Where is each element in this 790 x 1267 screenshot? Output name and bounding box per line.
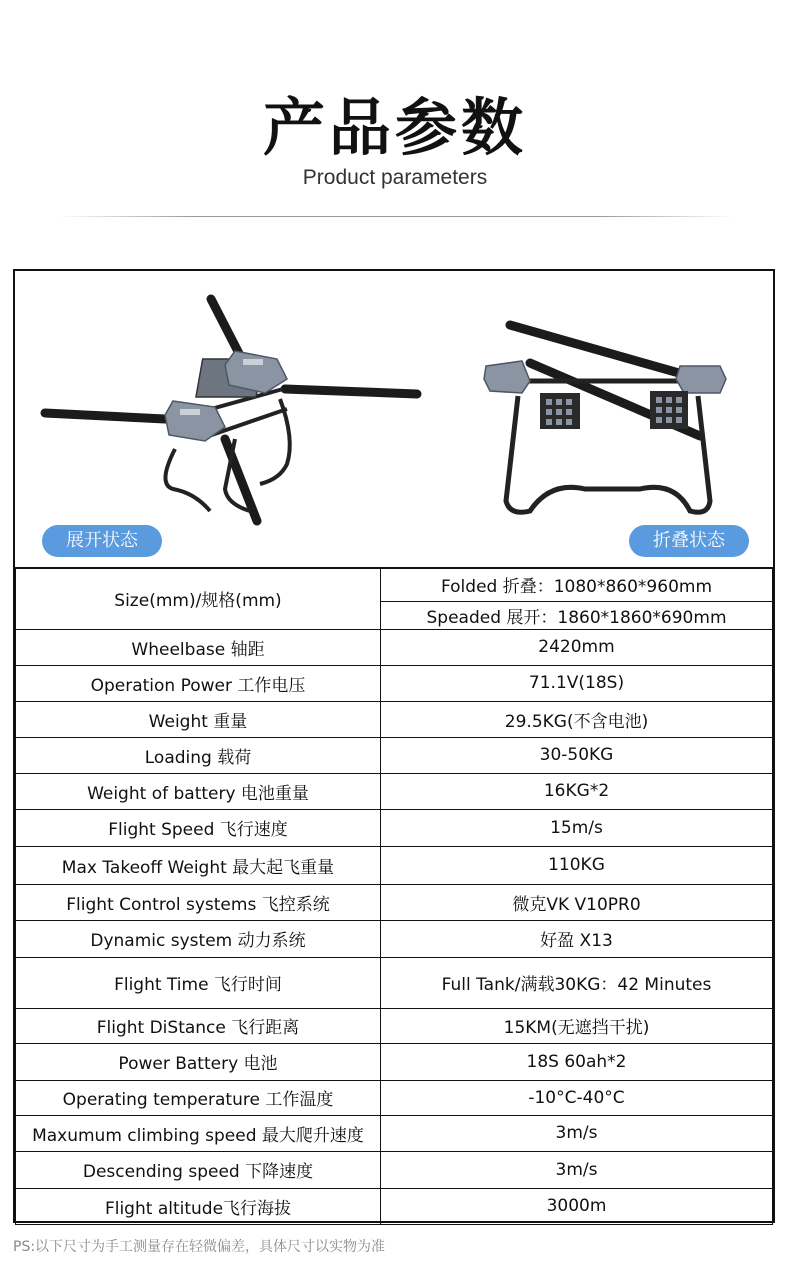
table-row — [16, 1151, 773, 1188]
table-row — [16, 568, 773, 601]
spec-label: Operating temperature 工作温度 — [16, 1080, 381, 1115]
spec-value: 2420mm — [381, 629, 773, 665]
spec-label: Flight Control systems 飞控系统 — [16, 884, 381, 920]
table-row — [16, 773, 773, 809]
table-row — [16, 1008, 773, 1043]
table-row — [16, 1043, 773, 1080]
spec-label: Flight altitude飞行海拔 — [16, 1188, 381, 1224]
spec-label: Flight Time 飞行时间 — [16, 957, 381, 1008]
spec-label: Weight of battery 电池重量 — [16, 773, 381, 809]
spec-value: 29.5KG(不含电池) — [381, 701, 773, 737]
table-row — [16, 846, 773, 884]
spec-frame — [13, 269, 775, 1223]
table-row — [16, 1115, 773, 1151]
folded-state-label: 折叠状态 — [629, 525, 749, 557]
spec-label: Maxumum climbing speed 最大爬升速度 — [16, 1115, 381, 1151]
table-row — [16, 920, 773, 957]
spec-label: Max Takeoff Weight 最大起飞重量 — [16, 846, 381, 884]
divider — [58, 216, 734, 217]
spec-label: Operation Power 工作电压 — [16, 665, 381, 701]
spec-value: 3m/s — [381, 1151, 773, 1188]
page-subtitle: Product parameters — [302, 166, 488, 189]
folded-drone-image — [470, 311, 750, 531]
spec-label: Wheelbase 轴距 — [16, 629, 381, 665]
spec-label: Power Battery 电池 — [16, 1043, 381, 1080]
spec-label: Descending speed 下降速度 — [16, 1151, 381, 1188]
table-row — [16, 1188, 773, 1224]
table-row — [16, 884, 773, 920]
unfolded-state-label: 展开状态 — [42, 525, 162, 557]
spec-label-size: Size(mm)/规格(mm) — [16, 568, 381, 629]
spec-label: Flight Speed 飞行速度 — [16, 809, 381, 846]
spec-value: -10°C-40°C — [381, 1080, 773, 1115]
spec-table — [15, 567, 773, 1225]
spec-value: 71.1V(18S) — [381, 665, 773, 701]
page-title: 产品参数 — [262, 91, 527, 164]
unfolded-drone-image — [25, 289, 425, 539]
spec-value: 3m/s — [381, 1115, 773, 1151]
spec-value: 好盈 X13 — [381, 920, 773, 957]
table-row — [16, 665, 773, 701]
spec-value: 16KG*2 — [381, 773, 773, 809]
table-row — [16, 629, 773, 665]
table-row — [16, 957, 773, 1008]
spec-value-size-folded: Folded 折叠：1080*860*960mm — [381, 568, 773, 601]
table-row — [16, 809, 773, 846]
spec-value: 18S 60ah*2 — [381, 1043, 773, 1080]
spec-value: 微克VK V10PR0 — [381, 884, 773, 920]
spec-label: Weight 重量 — [16, 701, 381, 737]
spec-value-size-spreaded: Speaded 展开：1860*1860*690mm — [381, 601, 773, 629]
spec-value: 3000m — [381, 1188, 773, 1224]
product-images — [15, 271, 773, 567]
spec-value: 15m/s — [381, 809, 773, 846]
spec-label: Flight DiStance 飞行距离 — [16, 1008, 381, 1043]
table-row — [16, 737, 773, 773]
spec-value: 15KM(无遮挡干扰) — [381, 1008, 773, 1043]
table-row — [16, 1080, 773, 1115]
spec-value: 110KG — [381, 846, 773, 884]
spec-value: 30-50KG — [381, 737, 773, 773]
spec-label: Loading 载荷 — [16, 737, 381, 773]
table-row — [16, 701, 773, 737]
spec-label: Dynamic system 动力系统 — [16, 920, 381, 957]
spec-value: Full Tank/满载30KG：42 Minutes — [381, 957, 773, 1008]
footnote: PS:以下尺寸为手工测量存在轻微偏差，具体尺寸以实物为准 — [13, 1239, 386, 1255]
